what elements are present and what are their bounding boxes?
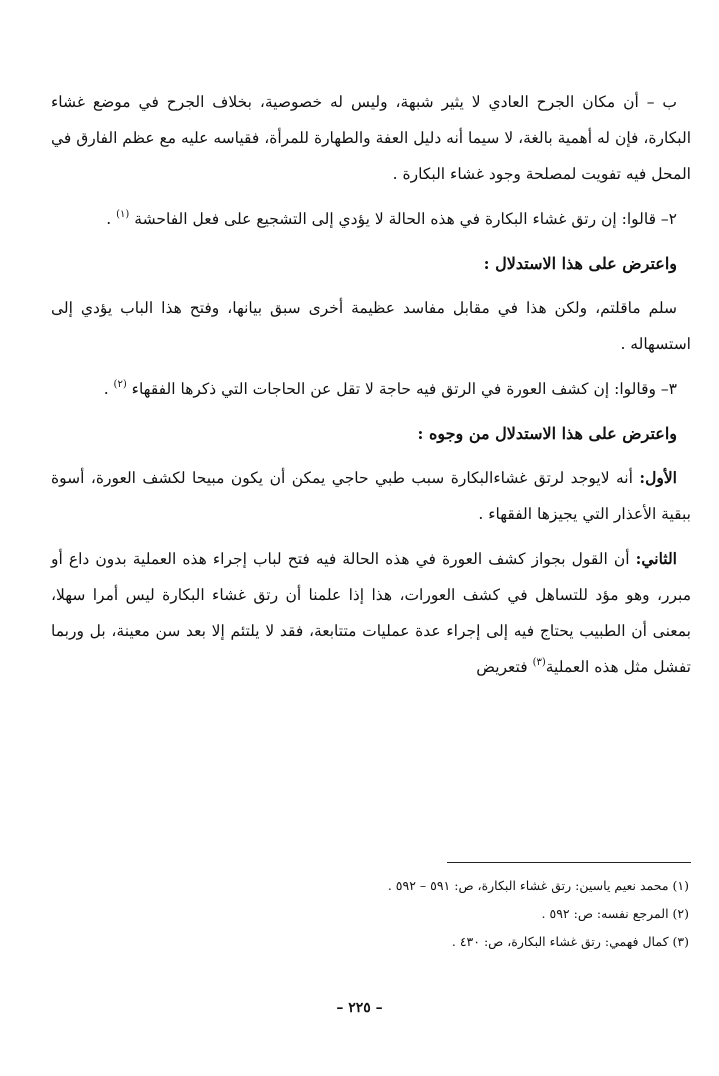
paragraph-objection-1: [51, 290, 691, 362]
objection-heading-2: واعترض على هذا الاستدلال من وجوه :: [417, 424, 677, 443]
paragraph-second-lead: الثاني:: [635, 549, 677, 568]
paragraph-b: [51, 84, 691, 192]
paragraph-2-end: .: [106, 210, 117, 228]
paragraph-second: [51, 541, 691, 685]
objection-heading-1: واعترض على هذا الاستدلال :: [483, 254, 677, 273]
footnote-separator: [447, 862, 691, 863]
footnote-2: (٢) المرجع نفسه: ص: ٥٩٢ .: [541, 906, 689, 921]
footnote-3: (٣) كمال فهمي: رتق غشاء البكارة، ص: ٤٣٠ .: [451, 934, 689, 949]
paragraph-b-text: ب – أن مكان الجرح العادي لا يثير شبهة، وليس له خصوصية، بخلاف الجرح في موضع غشاء البكارة، فإن له أهمية بالغة، لا سيما أنه دليل العفة والطهارة للمرأة، فقياسه عليه مع عظم الفارق في المحل فيه تفويت لمصلحة وجود غشاء البكارة .: [51, 93, 691, 183]
paragraph-3-text: ٣– وقالوا: إن كشف العورة في الرتق فيه حاجة لا تقل عن الحاجات التي ذكرها الفقهاء: [131, 380, 677, 398]
paragraph-first-lead: الأول:: [639, 468, 677, 487]
footnote-1: (١) محمد نعيم ياسين: رتق غشاء البكارة، ص: ٥٩١ – ٥٩٢ .: [387, 878, 689, 893]
paragraph-second-end: فتعريض: [476, 658, 533, 676]
paragraph-objection-1-text: سلم ماقلتم، ولكن هذا في مقابل مفاسد عظيمة أخرى سبق بيانها، وفتح هذا الباب يؤدي إلى استسهاله .: [51, 299, 691, 353]
main-text: [51, 84, 691, 694]
paragraph-first-text: أنه لايوجد لرتق غشاءالبكارة سبب طبي حاجي يمكن أن يكون مبيحا لكشف العورة، أسوة ببقية الأعذار التي يجيزها الفقهاء .: [51, 469, 691, 523]
footnotes: [49, 872, 689, 956]
paragraph-3-end: .: [103, 380, 114, 398]
footnote-ref-1: (١): [116, 209, 130, 220]
paragraph-3: [51, 371, 691, 407]
page-number: – ٢٢٥ –: [336, 1000, 383, 1016]
footnote-ref-2: (٢): [113, 379, 127, 390]
footnote-ref-3: (٣): [532, 657, 546, 668]
paragraph-2: [51, 201, 691, 237]
paragraph-2-text: ٢– قالوا: إن رتق غشاء البكارة في هذه الحالة لا يؤدي إلى التشجيع على فعل الفاحشة: [134, 210, 677, 228]
paragraph-second-text: أن القول بجواز كشف العورة في هذه الحالة فيه فتح لباب إجراء هذه العملية بدون داع أو مبرر، وهو مؤد للتساهل في كشف العورات، هذا إذا علمنا أن رتق غشاء البكارة ليس أمرا سهلا، بمعنى أن الطبيب يحتاج فيه إلى إجراء عدة عمليات متتابعة، فقد لا يلتئم إلا بعد سن معينة، بل وربما تفشل مثل هذه العملية: [51, 550, 691, 676]
paragraph-first: [51, 460, 691, 532]
